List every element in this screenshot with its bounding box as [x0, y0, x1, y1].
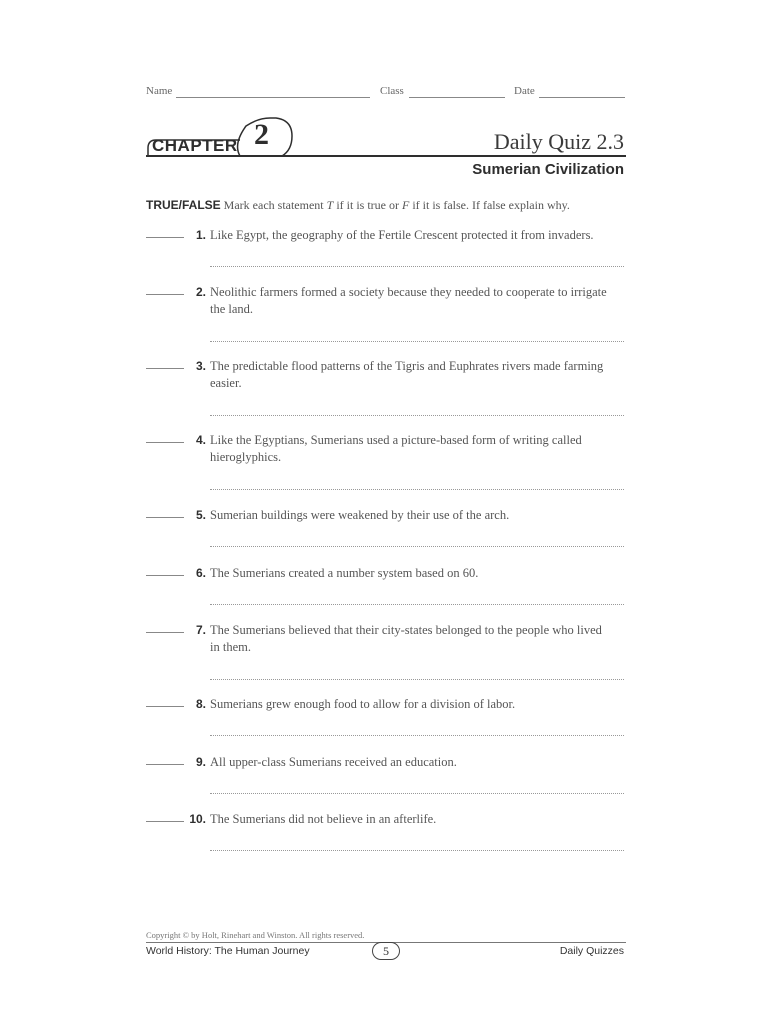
question-text: Like the Egyptians, Sumerians used a picture-based form of writing called hieroglyphics.: [210, 433, 582, 464]
name-field[interactable]: [176, 97, 370, 98]
answer-blank[interactable]: [146, 368, 184, 369]
explanation-line[interactable]: [210, 850, 624, 851]
question-text: Like Egypt, the geography of the Fertile Crescent protected it from invaders.: [210, 228, 594, 242]
quiz-subtitle: Sumerian Civilization: [472, 161, 624, 178]
question-text: The predictable flood patterns of the Tigris and Euphrates rivers made farming easier.: [210, 359, 604, 390]
explanation-line[interactable]: [210, 266, 624, 267]
instructions-heading: TRUE/FALSE: [146, 198, 221, 212]
instructions-false-letter: F: [401, 198, 410, 212]
question-text: All upper-class Sumerians received an education.: [210, 755, 457, 769]
question-text: Sumerian buildings were weakened by their use of the arch.: [210, 508, 510, 522]
question-text: Sumerians grew enough food to allow for a division of labor.: [210, 697, 516, 711]
question-number: 6.: [195, 566, 206, 580]
answer-blank[interactable]: [146, 294, 184, 295]
answer-blank[interactable]: [146, 575, 184, 576]
question-text: The Sumerians did not believe in an afterlife.: [210, 812, 437, 826]
date-field[interactable]: [539, 97, 625, 98]
explanation-line[interactable]: [210, 341, 624, 342]
answer-blank[interactable]: [146, 237, 184, 238]
class-field[interactable]: [409, 97, 505, 98]
question-text: The Sumerians believed that their city-states belonged to the people who lived in them.: [210, 623, 602, 654]
chapter-number: 2: [254, 118, 269, 151]
answer-blank[interactable]: [146, 706, 184, 707]
class-label: Class: [380, 85, 404, 97]
explanation-line[interactable]: [210, 489, 624, 490]
instructions-text-2: if it is true or: [333, 198, 402, 212]
explanation-line[interactable]: [210, 546, 624, 547]
explanation-line[interactable]: [210, 793, 624, 794]
explanation-line[interactable]: [210, 604, 624, 605]
question-text: The Sumerians created a number system based on 60.: [210, 566, 479, 580]
question-number: 8.: [195, 697, 206, 711]
question-number: 9.: [195, 755, 206, 769]
question-number: 4.: [195, 433, 206, 447]
answer-blank[interactable]: [146, 442, 184, 443]
instructions-text-3: if it is false. If false explain why.: [409, 198, 570, 212]
name-label: Name: [146, 85, 173, 97]
question-number: 7.: [195, 623, 206, 637]
book-title: World History: The Human Journey: [146, 945, 310, 957]
question-number: 2.: [195, 285, 206, 299]
question-number: 10.: [189, 812, 206, 826]
instructions-text-1: Mark each statement: [223, 198, 327, 212]
answer-blank[interactable]: [146, 517, 184, 518]
page-number: 5: [372, 942, 400, 960]
explanation-line[interactable]: [210, 415, 624, 416]
question-number: 1.: [195, 228, 206, 242]
section-label: Daily Quizzes: [559, 945, 624, 957]
answer-blank[interactable]: [146, 821, 184, 822]
question-number: 5.: [195, 508, 206, 522]
copyright-notice: Copyright © by Holt, Rinehart and Winston. All rights reserved.: [146, 930, 365, 940]
answer-blank[interactable]: [146, 764, 184, 765]
date-label: Date: [514, 85, 535, 97]
explanation-line[interactable]: [210, 679, 624, 680]
chapter-label: CHAPTER: [152, 136, 238, 155]
instructions: [146, 198, 626, 213]
question-text: Neolithic farmers formed a society because they needed to cooperate to irrigate the land.: [210, 285, 607, 316]
question-number: 3.: [195, 359, 206, 373]
answer-blank[interactable]: [146, 632, 184, 633]
quiz-title: Daily Quiz 2.3: [493, 129, 624, 154]
explanation-line[interactable]: [210, 735, 624, 736]
instructions-true-letter: T: [326, 198, 334, 212]
